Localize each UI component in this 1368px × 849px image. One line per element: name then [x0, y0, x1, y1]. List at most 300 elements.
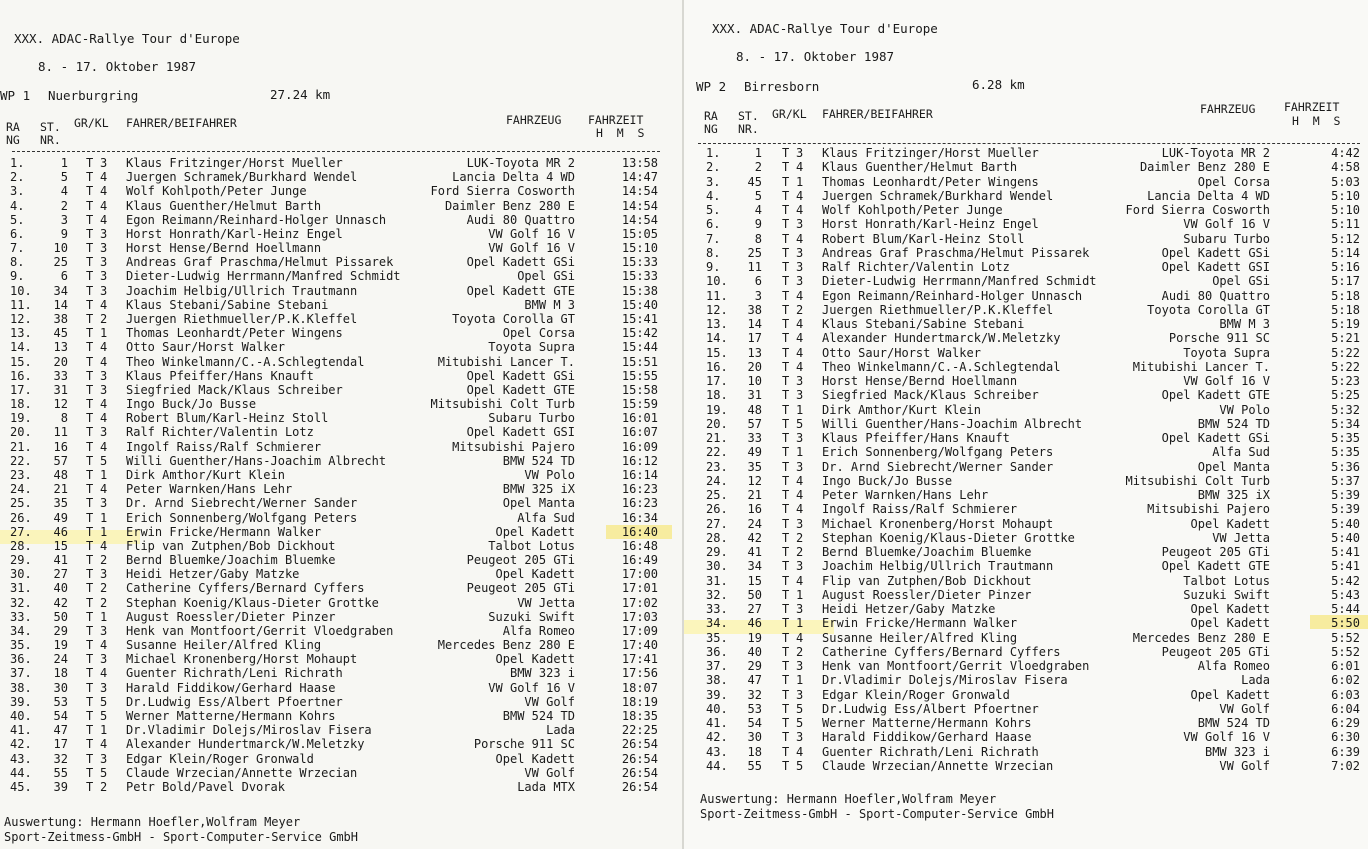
cell-crew: Catherine Cyffers/Bernard Cyffers	[126, 581, 365, 596]
table-row	[0, 723, 682, 737]
table-row	[0, 326, 682, 340]
cell-group: T	[86, 524, 94, 539]
cell-start-no: 50	[53, 609, 68, 624]
table-row	[684, 488, 1368, 502]
cell-class: 2	[796, 545, 804, 559]
cell-rank: 5.	[706, 203, 721, 217]
cell-time: 5:23	[1331, 374, 1360, 388]
cell-crew: Claude Wrzecian/Annette Wrzecian	[126, 765, 358, 780]
table-row	[0, 454, 682, 468]
cell-crew: Horst Honrath/Karl-Heinz Engel	[126, 226, 343, 241]
cell-rank: 1.	[706, 146, 721, 160]
cell-group: T	[86, 255, 94, 270]
table-row	[684, 645, 1368, 659]
col-st: ST.	[738, 109, 759, 123]
cell-start-no: 50	[747, 587, 762, 602]
table-row	[684, 203, 1368, 217]
cell-rank: 14.	[10, 340, 32, 355]
cell-crew: Robert Blum/Karl-Heinz Stoll	[822, 231, 1025, 246]
cell-class: 4	[796, 630, 804, 645]
cell-rank: 3.	[706, 174, 721, 189]
cell-car: Opel Kadett GTE	[1161, 559, 1270, 574]
cell-class: 3	[796, 730, 804, 745]
cell-class: 3	[796, 431, 804, 445]
cell-rank: 1.	[10, 156, 25, 170]
cell-start-no: 16	[747, 502, 762, 517]
cell-car: Peugeot 205 GTi	[466, 581, 575, 596]
cell-car: Opel Kadett GSi	[466, 255, 575, 270]
cell-time: 15:59	[621, 397, 658, 412]
cell-crew: Thomas Leonhardt/Peter Wingens	[822, 174, 1039, 189]
cell-start-no: 54	[53, 709, 68, 724]
cell-crew: Klaus Fritzinger/Horst Mueller	[126, 156, 343, 170]
cell-car: Lada	[1241, 673, 1270, 688]
cell-start-no: 1	[754, 146, 762, 160]
cell-class: 1	[796, 616, 804, 631]
cell-start-no: 49	[53, 510, 68, 525]
cell-crew: Heidi Hetzer/Gaby Matzke	[822, 602, 996, 616]
cell-car: Opel Kadett	[495, 652, 575, 667]
table-row	[684, 274, 1368, 288]
cell-start-no: 54	[747, 716, 762, 730]
cell-car: Alfa Sud	[1212, 445, 1270, 460]
results-page-wp2	[684, 0, 1368, 849]
cell-rank: 12.	[706, 302, 728, 317]
cell-crew: Siegfried Mack/Klaus Schreiber	[126, 382, 343, 397]
cell-car: Opel Kadett GSI	[466, 425, 575, 440]
col-time: FAHRZEIT	[588, 113, 644, 127]
cell-start-no: 29	[53, 623, 68, 638]
cell-start-no: 24	[747, 516, 762, 531]
cell-time: 5:36	[1331, 459, 1360, 474]
table-row	[0, 284, 682, 298]
cell-class: 2	[796, 530, 804, 545]
cell-rank: 33.	[10, 609, 32, 624]
cell-time: 26:54	[621, 765, 658, 780]
cell-car: Mercedes Benz 280 E	[1132, 630, 1270, 645]
cell-car: Mitsubishi Colt Turb	[430, 397, 575, 412]
cell-time: 15:51	[621, 354, 658, 369]
cell-rank: 42.	[10, 737, 32, 752]
cell-class: 4	[796, 744, 804, 759]
table-row	[684, 474, 1368, 488]
table-row	[0, 553, 682, 567]
cell-group: T	[86, 482, 94, 497]
cell-crew: Bernd Bluemke/Joachim Bluemke	[126, 553, 336, 568]
table-row	[0, 156, 682, 170]
cell-class: 3	[796, 388, 804, 403]
cell-car: Opel Corsa	[502, 326, 575, 341]
cell-start-no: 53	[53, 694, 68, 709]
table-row	[0, 241, 682, 255]
cell-crew: Alexander Hundertmarck/W.Meletzky	[822, 331, 1061, 346]
cell-group: T	[782, 559, 790, 574]
cell-group: T	[86, 198, 94, 213]
cell-time: 18:07	[621, 680, 658, 695]
cell-class: 3	[796, 245, 804, 260]
cell-start-no: 19	[53, 638, 68, 653]
cell-start-no: 33	[53, 368, 68, 383]
table-row	[684, 716, 1368, 730]
cell-rank: 16.	[706, 359, 728, 374]
cell-car: Opel Kadett GTE	[466, 283, 575, 298]
cell-class: 4	[796, 288, 804, 303]
cell-time: 5:39	[1331, 488, 1360, 502]
cell-rank: 36.	[706, 644, 728, 659]
cell-time: 6:01	[1331, 659, 1360, 673]
cell-start-no: 8	[754, 231, 762, 246]
cell-class: 3	[100, 283, 108, 298]
cell-group: T	[782, 274, 790, 289]
cell-group: T	[782, 530, 790, 545]
cell-time: 14:47	[621, 170, 658, 185]
cell-crew: Horst Hense/Bernd Hoellmann	[822, 374, 1018, 388]
cell-start-no: 30	[53, 680, 68, 695]
cell-start-no: 17	[53, 737, 68, 752]
cell-rank: 42.	[706, 730, 728, 745]
cell-start-no: 47	[53, 723, 68, 738]
cell-car: Lancia Delta 4 WD	[452, 170, 575, 185]
cell-group: T	[86, 723, 94, 738]
table-row	[684, 759, 1368, 773]
table-row	[0, 227, 682, 241]
cell-time: 15:40	[621, 297, 658, 312]
cell-crew: Stephan Koenig/Klaus-Dieter Grottke	[822, 530, 1075, 545]
cell-group: T	[86, 354, 94, 369]
cell-class: 3	[100, 680, 108, 695]
cell-crew: Ralf Richter/Valentin Lotz	[126, 425, 314, 440]
cell-time: 15:58	[621, 382, 658, 397]
cell-car: Talbot Lotus	[488, 538, 575, 553]
cell-car: Subaru Turbo	[1183, 231, 1270, 246]
cell-start-no: 30	[747, 730, 762, 745]
cell-time: 5:35	[1331, 431, 1360, 445]
cell-group: T	[782, 659, 790, 673]
cell-class: 5	[796, 716, 804, 730]
cell-start-no: 41	[53, 553, 68, 568]
cell-crew: Dirk Amthor/Kurt Klein	[822, 402, 981, 417]
cell-class: 3	[100, 368, 108, 383]
cell-crew: Erwin Fricke/Hermann Walker	[822, 616, 1018, 631]
cell-rank: 22.	[10, 453, 32, 468]
cell-group: T	[86, 326, 94, 341]
stage-distance: 27.24 km	[270, 87, 331, 102]
cell-class: 4	[100, 397, 108, 412]
cell-car: Toyota Supra	[1183, 345, 1270, 360]
cell-time: 16:14	[621, 467, 658, 482]
cell-rank: 3.	[10, 184, 25, 199]
event-title: XXX. ADAC-Rallye Tour d'Europe	[14, 31, 240, 46]
cell-group: T	[86, 212, 94, 227]
cell-start-no: 14	[747, 317, 762, 331]
cell-crew: Ingolf Raiss/Ralf Schmierer	[126, 439, 322, 454]
cell-car: Porsche 911 SC	[1168, 331, 1270, 346]
cell-crew: Willi Guenther/Hans-Joachim Albrecht	[126, 453, 387, 468]
cell-crew: Erich Sonnenberg/Wolfgang Peters	[126, 510, 358, 525]
cell-start-no: 2	[60, 198, 68, 213]
header-rule	[12, 151, 660, 152]
footer-credits: Auswertung: Hermann Hoefler,Wolfram Meyer	[4, 815, 301, 829]
cell-crew: Claude Wrzecian/Annette Wrzecian	[822, 758, 1054, 773]
cell-crew: Dr.Ludwig Ess/Albert Pfoertner	[126, 694, 343, 709]
cell-time: 14:54	[621, 212, 658, 227]
cell-group: T	[782, 317, 790, 331]
cell-crew: Ingo Buck/Jo Busse	[126, 397, 257, 412]
table-row	[684, 631, 1368, 645]
cell-start-no: 38	[53, 311, 68, 326]
cell-car: Peugeot 205 GTi	[1161, 545, 1270, 559]
cell-time: 16:40	[621, 524, 658, 539]
stage-name: Birresborn	[744, 79, 820, 94]
cell-class: 4	[796, 188, 804, 203]
table-row	[0, 184, 682, 198]
cell-time: 15:33	[621, 255, 658, 270]
table-row	[0, 666, 682, 680]
cell-time: 5:10	[1331, 188, 1360, 203]
cell-start-no: 17	[747, 331, 762, 346]
cell-class: 4	[796, 203, 804, 217]
cell-time: 5:14	[1331, 245, 1360, 260]
cell-rank: 8.	[10, 255, 25, 270]
table-row	[0, 170, 682, 184]
cell-rank: 19.	[10, 411, 32, 426]
cell-crew: Joachim Helbig/Ullrich Trautmann	[126, 283, 358, 298]
cell-group: T	[782, 502, 790, 517]
cell-car: Talbot Lotus	[1183, 573, 1270, 588]
cell-start-no: 38	[747, 302, 762, 317]
cell-crew: Dr.Vladimir Dolejs/Miroslav Fisera	[126, 723, 372, 738]
table-row	[0, 440, 682, 454]
cell-group: T	[86, 340, 94, 355]
table-row	[0, 610, 682, 624]
cell-group: T	[86, 638, 94, 653]
cell-class: 5	[100, 453, 108, 468]
cell-group: T	[782, 701, 790, 716]
cell-rank: 9.	[706, 260, 721, 274]
event-dates: 8. - 17. Oktober 1987	[38, 59, 197, 74]
stage-code: WP 2	[696, 79, 727, 94]
cell-class: 1	[100, 609, 108, 624]
cell-class: 5	[100, 765, 108, 780]
table-row	[0, 425, 682, 439]
cell-start-no: 48	[53, 467, 68, 482]
cell-class: 5	[796, 758, 804, 773]
cell-start-no: 16	[53, 439, 68, 454]
cell-class: 1	[100, 524, 108, 539]
cell-rank: 7.	[10, 241, 25, 256]
cell-group: T	[86, 553, 94, 568]
cell-crew: Klaus Stebani/Sabine Stebani	[126, 297, 329, 312]
cell-start-no: 5	[60, 170, 68, 185]
cell-group: T	[782, 744, 790, 759]
cell-car: VW Polo	[1219, 402, 1270, 417]
table-row	[684, 317, 1368, 331]
cell-crew: Juergen Schramek/Burkhard Wendel	[822, 188, 1054, 203]
cell-start-no: 11	[53, 425, 68, 440]
cell-class: 4	[100, 212, 108, 227]
cell-rank: 17.	[706, 374, 728, 388]
cell-rank: 14.	[706, 331, 728, 346]
table-row	[0, 567, 682, 581]
cell-group: T	[86, 297, 94, 312]
table-row	[0, 482, 682, 496]
cell-car: Mitubishi Lancer T.	[437, 354, 575, 369]
cell-car: Opel Kadett GTE	[1161, 388, 1270, 403]
cell-crew: Klaus Stebani/Sabine Stebani	[822, 317, 1025, 331]
col-ra: RA	[6, 120, 20, 134]
table-row	[684, 160, 1368, 174]
cell-time: 4:58	[1331, 160, 1360, 175]
cell-car: BMW M 3	[1219, 317, 1270, 331]
cell-car: Mercedes Benz 280 E	[437, 638, 575, 653]
cell-crew: Robert Blum/Karl-Heinz Stoll	[126, 411, 329, 426]
cell-rank: 40.	[706, 701, 728, 716]
cell-rank: 28.	[10, 538, 32, 553]
cell-class: 3	[796, 459, 804, 474]
cell-rank: 34.	[10, 623, 32, 638]
cell-group: T	[86, 567, 94, 582]
cell-time: 16:23	[621, 496, 658, 511]
cell-group: T	[86, 283, 94, 298]
cell-rank: 10.	[10, 283, 32, 298]
table-row	[684, 431, 1368, 445]
cell-time: 17:09	[621, 623, 658, 638]
table-row	[684, 545, 1368, 559]
cell-class: 1	[796, 445, 804, 460]
cell-class: 4	[100, 297, 108, 312]
cell-crew: Juergen Riethmueller/P.K.Kleffel	[822, 302, 1054, 317]
cell-start-no: 31	[53, 382, 68, 397]
cell-car: Ford Sierra Cosworth	[1125, 203, 1270, 217]
cell-crew: Klaus Guenther/Helmut Barth	[126, 198, 322, 213]
cell-rank: 37.	[706, 659, 728, 673]
cell-time: 5:43	[1331, 587, 1360, 602]
cell-time: 6:30	[1331, 730, 1360, 745]
cell-crew: Ralf Richter/Valentin Lotz	[822, 260, 1010, 274]
cell-crew: Andreas Graf Praschma/Helmut Pissarek	[822, 245, 1090, 260]
stage-name: Nuerburgring	[48, 88, 139, 103]
cell-time: 5:44	[1331, 602, 1360, 616]
cell-time: 16:12	[621, 453, 658, 468]
cell-class: 4	[100, 340, 108, 355]
cell-car: VW Golf	[524, 765, 575, 780]
cell-time: 6:29	[1331, 716, 1360, 730]
cell-time: 15:41	[621, 311, 658, 326]
cell-time: 5:18	[1331, 302, 1360, 317]
cell-class: 5	[100, 694, 108, 709]
cell-group: T	[86, 666, 94, 681]
cell-class: 4	[796, 359, 804, 374]
cell-car: BMW M 3	[524, 297, 575, 312]
cell-time: 16:01	[621, 411, 658, 426]
cell-class: 4	[100, 184, 108, 199]
cell-rank: 9.	[10, 269, 25, 284]
table-row	[684, 574, 1368, 588]
cell-time: 16:34	[621, 510, 658, 525]
cell-car: Mitsubishi Colt Turb	[1125, 473, 1270, 488]
cell-class: 3	[796, 659, 804, 673]
table-row	[684, 517, 1368, 531]
cell-time: 15:55	[621, 368, 658, 383]
cell-class: 3	[100, 156, 108, 170]
cell-group: T	[782, 260, 790, 274]
cell-crew: Bernd Bluemke/Joachim Bluemke	[822, 545, 1032, 559]
cell-class: 3	[100, 241, 108, 256]
cell-car: Peugeot 205 GTi	[466, 553, 575, 568]
cell-group: T	[86, 581, 94, 596]
cell-start-no: 48	[747, 402, 762, 417]
cell-rank: 2.	[10, 170, 25, 185]
cell-group: T	[86, 510, 94, 525]
cell-car: Lancia Delta 4 WD	[1147, 188, 1270, 203]
cell-class: 1	[100, 723, 108, 738]
cell-rank: 26.	[706, 502, 728, 517]
cell-class: 4	[796, 331, 804, 346]
cell-car: Opel Kadett	[1190, 602, 1270, 616]
cell-start-no: 42	[53, 595, 68, 610]
cell-crew: Dr.Vladimir Dolejs/Miroslav Fisera	[822, 673, 1068, 688]
cell-group: T	[86, 694, 94, 709]
cell-time: 14:54	[621, 198, 658, 213]
cell-group: T	[782, 459, 790, 474]
cell-time: 18:35	[621, 709, 658, 724]
table-row	[684, 189, 1368, 203]
cell-start-no: 1	[60, 156, 68, 170]
cell-car: Toyota Corolla GT	[1147, 302, 1270, 317]
cell-rank: 24.	[10, 482, 32, 497]
cell-time: 17:41	[621, 652, 658, 667]
table-row	[684, 531, 1368, 545]
cell-group: T	[782, 331, 790, 346]
cell-crew: Dieter-Ludwig Herrmann/Manfred Schmidt	[126, 269, 401, 284]
cell-crew: Flip van Zutphen/Bob Dickhout	[126, 538, 336, 553]
cell-rank: 45.	[10, 779, 32, 794]
footer-credits: Auswertung: Hermann Hoefler,Wolfram Meyer	[700, 792, 997, 806]
table-row	[0, 269, 682, 283]
cell-rank: 23.	[706, 459, 728, 474]
event-title: XXX. ADAC-Rallye Tour d'Europe	[712, 21, 938, 36]
table-row	[684, 417, 1368, 431]
cell-rank: 11.	[10, 297, 32, 312]
cell-group: T	[782, 573, 790, 588]
cell-car: Opel GSi	[1212, 274, 1270, 289]
cell-group: T	[782, 160, 790, 175]
cell-car: VW Jetta	[517, 595, 575, 610]
cell-rank: 31.	[10, 581, 32, 596]
cell-rank: 5.	[10, 212, 25, 227]
table-row	[684, 232, 1368, 246]
table-row	[684, 659, 1368, 673]
table-row	[684, 616, 1368, 630]
cell-rank: 7.	[706, 231, 721, 246]
cell-crew: Wolf Kohlpoth/Peter Junge	[822, 203, 1003, 217]
cell-start-no: 8	[60, 411, 68, 426]
table-row	[684, 260, 1368, 274]
cell-rank: 24.	[706, 473, 728, 488]
cell-car: Audi 80 Quattro	[466, 212, 575, 227]
table-row	[0, 511, 682, 525]
cell-group: T	[782, 345, 790, 360]
cell-crew: Dr. Arnd Siebrecht/Werner Sander	[822, 459, 1054, 474]
table-row	[684, 673, 1368, 687]
cell-class: 3	[100, 751, 108, 766]
cell-class: 1	[100, 467, 108, 482]
table-row	[0, 581, 682, 595]
cell-group: T	[86, 382, 94, 397]
cell-start-no: 15	[53, 538, 68, 553]
cell-rank: 27.	[10, 524, 32, 539]
cell-car: VW Golf 16 V	[1183, 217, 1270, 232]
